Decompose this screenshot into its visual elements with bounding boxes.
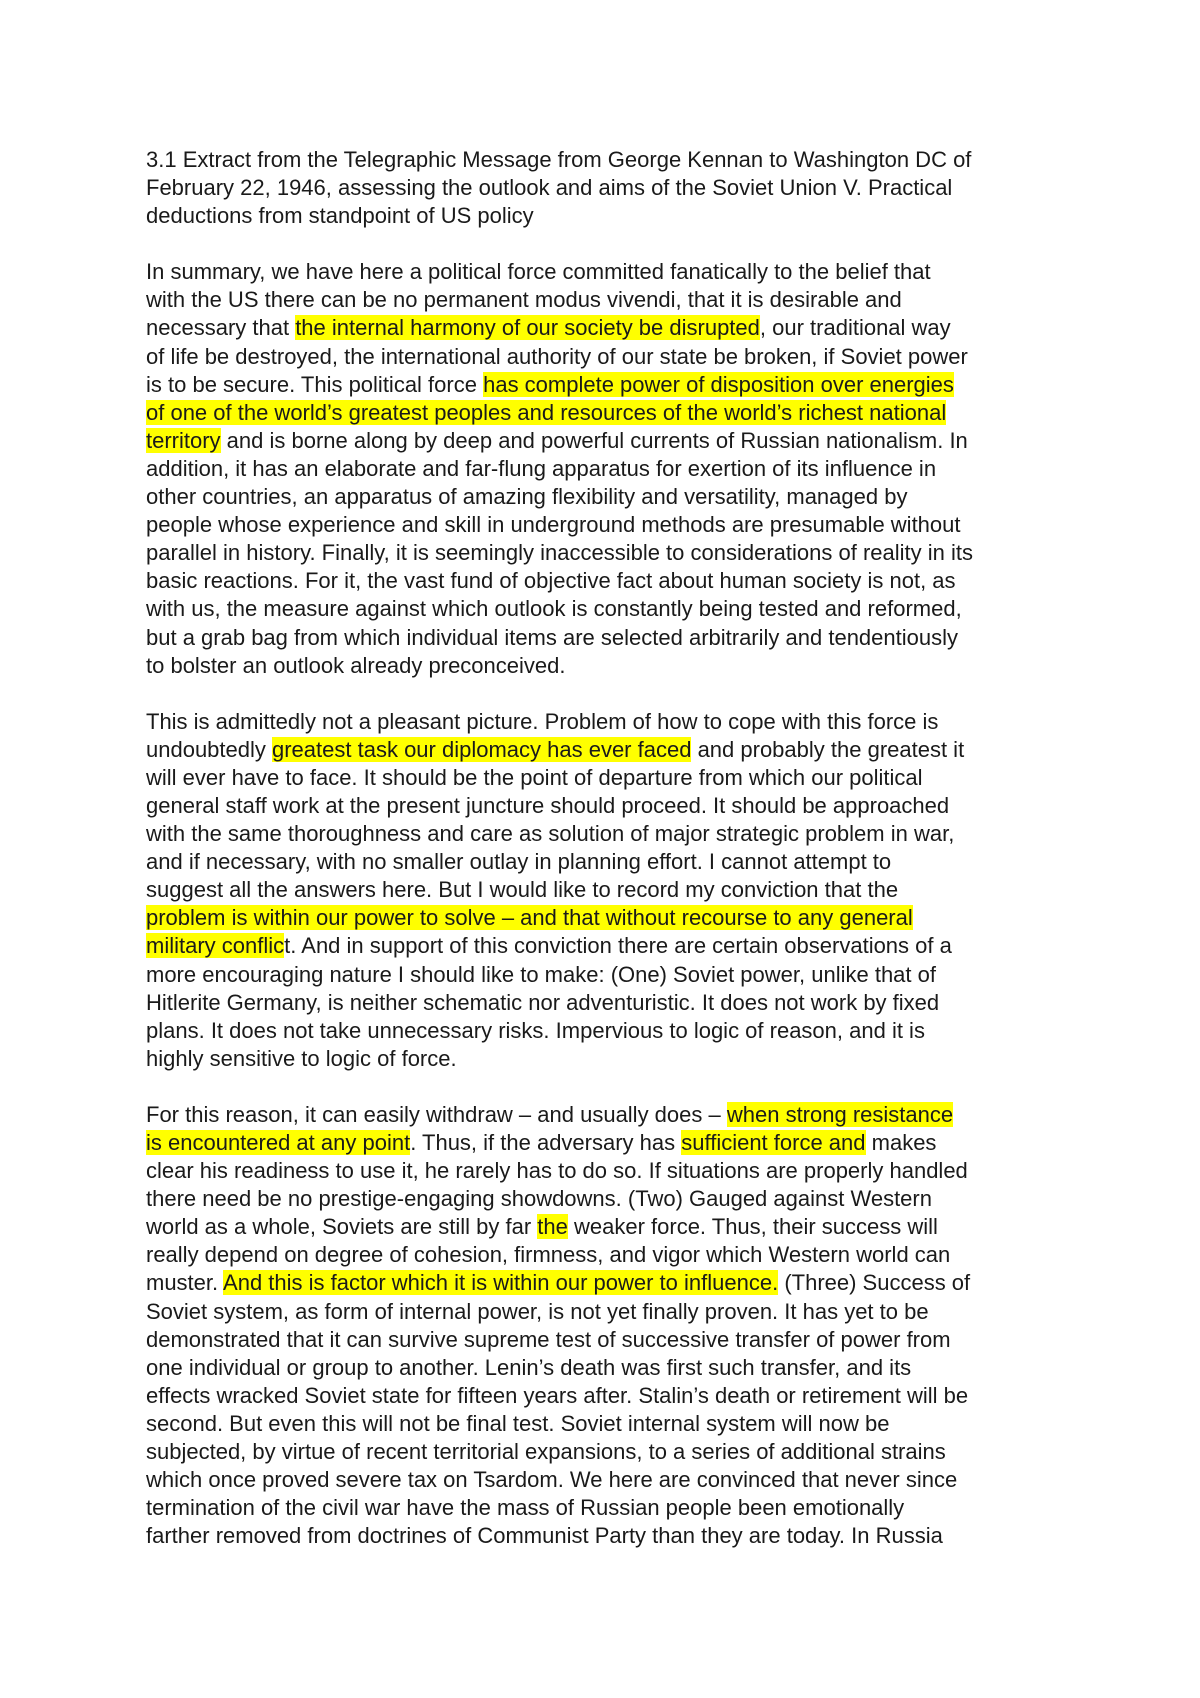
text-run: basic reactions. For it, the vast fund of objective fact about human society is not, as — [146, 568, 956, 594]
document-body — [146, 146, 1076, 1578]
paragraph — [146, 258, 1076, 679]
text-line — [146, 343, 1076, 371]
text-line — [146, 202, 1076, 230]
highlighted-text: problem is within our power to solve – and that without recourse to any general — [146, 905, 913, 931]
text-line — [146, 708, 1076, 736]
text-run: . Thus, if the adversary has — [410, 1130, 682, 1155]
text-run: In summary, we have here a political force committed fanatically to the belief that — [146, 259, 931, 285]
text-run: makes — [865, 1130, 937, 1155]
text-line — [146, 820, 1076, 848]
text-line — [146, 1213, 1076, 1241]
text-run: one individual or group to another. Lenin’s death was first such transfer, and its — [146, 1354, 912, 1380]
text-run: will ever have to face. It should be the point of departure from which our political — [146, 764, 923, 790]
text-line — [146, 1326, 1076, 1354]
text-run: second. But even this will not be final test. Soviet internal system will now be — [146, 1410, 890, 1436]
highlighted-text: sufficient force and — [681, 1130, 866, 1155]
text-line — [146, 848, 1076, 876]
highlighted-text: the internal harmony of our society be disrupted — [295, 315, 760, 341]
text-run: and if necessary, with no smaller outlay in planning effort. I cannot attempt to — [146, 849, 892, 875]
text-line — [146, 1241, 1076, 1269]
text-run: parallel in history. Finally, it is seemingly inaccessible to considerations of reality in its — [146, 540, 973, 566]
text-run: plans. It does not take unnecessary risks. Impervious to logic of reason, and it is — [146, 1017, 925, 1043]
text-line — [146, 1438, 1076, 1466]
text-run: is to be secure. This political force — [146, 371, 484, 397]
text-run: world as a whole, Soviets are still by far — [146, 1214, 538, 1240]
text-line — [146, 455, 1076, 483]
text-run: other countries, an apparatus of amazing flexibility and versatility, managed by — [146, 484, 908, 510]
text-line — [146, 1494, 1076, 1522]
text-run: t. And in support of this conviction there are certain observations of a — [284, 933, 952, 959]
highlighted-text: of one of the world’s greatest peoples and resources of the world’s richest national — [146, 399, 947, 425]
text-run: 3.1 Extract from the Telegraphic Message from George Kennan to Washington DC of — [146, 147, 972, 172]
text-run: subjected, by virtue of recent territorial expansions, to a series of additional strains — [146, 1439, 946, 1465]
text-run: necessary that — [146, 315, 296, 341]
document-heading — [146, 146, 1076, 230]
text-run: muster. — [146, 1270, 224, 1296]
text-run: termination of the civil war have the mass of Russian people been emotionally — [146, 1495, 905, 1521]
text-run: , our traditional way — [759, 315, 951, 341]
text-run: weaker force. Thus, their success will — [567, 1214, 938, 1240]
text-line — [146, 1410, 1076, 1438]
text-run: deductions from standpoint of US policy — [146, 203, 534, 229]
text-run: For this reason, it can easily withdraw – and usually does – — [146, 1101, 727, 1127]
text-line — [146, 1354, 1076, 1382]
text-line — [146, 1298, 1076, 1326]
text-line — [146, 286, 1076, 314]
text-line — [146, 1522, 1076, 1550]
text-line — [146, 1269, 1076, 1297]
text-run: clear his readiness to use it, he rarely has to do so. If situations are properly handled — [146, 1158, 968, 1184]
text-line — [146, 427, 1076, 455]
text-run: to bolster an outlook already preconceived. — [146, 652, 566, 678]
text-line — [146, 1157, 1076, 1185]
text-line — [146, 595, 1076, 623]
text-run: which once proved severe tax on Tsardom. We here are convinced that never since — [146, 1467, 958, 1493]
text-run: suggest all the answers here. But I would like to record my conviction that the — [146, 877, 899, 903]
text-line — [146, 1101, 1076, 1129]
text-line — [146, 511, 1076, 539]
text-line — [146, 1045, 1076, 1073]
text-run: Soviet system, as form of internal power, is not yet finally proven. It has yet to be — [146, 1298, 929, 1324]
text-run: This is admittedly not a pleasant picture. Problem of how to cope with this force is — [146, 708, 939, 734]
text-run: with us, the measure against which outlook is constantly being tested and reformed, — [146, 596, 962, 622]
text-line — [146, 1185, 1076, 1213]
text-run: with the US there can be no permanent modus vivendi, that it is desirable and — [146, 287, 902, 313]
text-line — [146, 1129, 1076, 1157]
highlighted-text: greatest task our diplomacy has ever faced — [272, 736, 692, 762]
text-run: (Three) Success of — [778, 1270, 971, 1296]
text-line — [146, 989, 1076, 1017]
paragraph — [146, 708, 1076, 1073]
text-run: general staff work at the present juncture should proceed. It should be approached — [146, 792, 950, 818]
text-run: highly sensitive to logic of force. — [146, 1045, 457, 1071]
text-line — [146, 1382, 1076, 1410]
highlighted-text: military conflic — [146, 933, 285, 959]
text-line — [146, 792, 1076, 820]
text-run: and probably the greatest it — [691, 736, 965, 762]
text-line — [146, 567, 1076, 595]
highlighted-text: the — [537, 1214, 568, 1240]
text-run: with the same thoroughness and care as solution of major strategic problem in war, — [146, 821, 955, 847]
text-line — [146, 539, 1076, 567]
highlighted-text: is encountered at any point — [146, 1130, 411, 1155]
text-line — [146, 736, 1076, 764]
highlighted-text: territory — [146, 427, 221, 453]
text-run: undoubtedly — [146, 736, 272, 762]
text-line — [146, 371, 1076, 399]
highlighted-text: when strong resistance — [726, 1101, 954, 1127]
text-line — [146, 961, 1076, 989]
text-line — [146, 146, 1076, 174]
text-line — [146, 399, 1076, 427]
text-line — [146, 1017, 1076, 1045]
text-line — [146, 932, 1076, 960]
text-run: and is borne along by deep and powerful currents of Russian nationalism. In — [220, 427, 968, 453]
text-run: people whose experience and skill in underground methods are presumable without — [146, 512, 961, 538]
text-run: February 22, 1946, assessing the outlook and aims of the Soviet Union V. Practical — [146, 175, 953, 201]
text-line — [146, 258, 1076, 286]
text-run: farther removed from doctrines of Communist Party than they are today. In Russia — [146, 1523, 943, 1549]
text-run: but a grab bag from which individual items are selected arbitrarily and tendentiously — [146, 624, 958, 650]
text-line — [146, 483, 1076, 511]
text-line — [146, 174, 1076, 202]
text-run: of life be destroyed, the international authority of our state be broken, if Soviet power — [146, 343, 968, 369]
paragraph — [146, 1101, 1076, 1551]
text-run: Hitlerite Germany, is neither schematic nor adventuristic. It does not work by fixed — [146, 989, 940, 1015]
text-line — [146, 314, 1076, 342]
highlighted-text: has complete power of disposition over energies — [483, 371, 954, 397]
text-line — [146, 652, 1076, 680]
text-line — [146, 764, 1076, 792]
text-line — [146, 904, 1076, 932]
text-line — [146, 876, 1076, 904]
text-run: there need be no prestige-engaging showdowns. (Two) Gauged against Western — [146, 1186, 932, 1212]
text-run: addition, it has an elaborate and far-flung apparatus for exertion of its influence in — [146, 455, 937, 481]
highlighted-text: And this is factor which it is within our power to influence. — [223, 1270, 779, 1296]
text-run: demonstrated that it can survive supreme test of successive transfer of power from — [146, 1326, 951, 1352]
text-run: more encouraging nature I should like to make: (One) Soviet power, unlike that of — [146, 961, 936, 987]
text-run: effects wracked Soviet state for fifteen years after. Stalin’s death or retirement will be — [146, 1382, 969, 1408]
text-line — [146, 1466, 1076, 1494]
text-line — [146, 624, 1076, 652]
text-run: really depend on degree of cohesion, firmness, and vigor which Western world can — [146, 1242, 951, 1268]
